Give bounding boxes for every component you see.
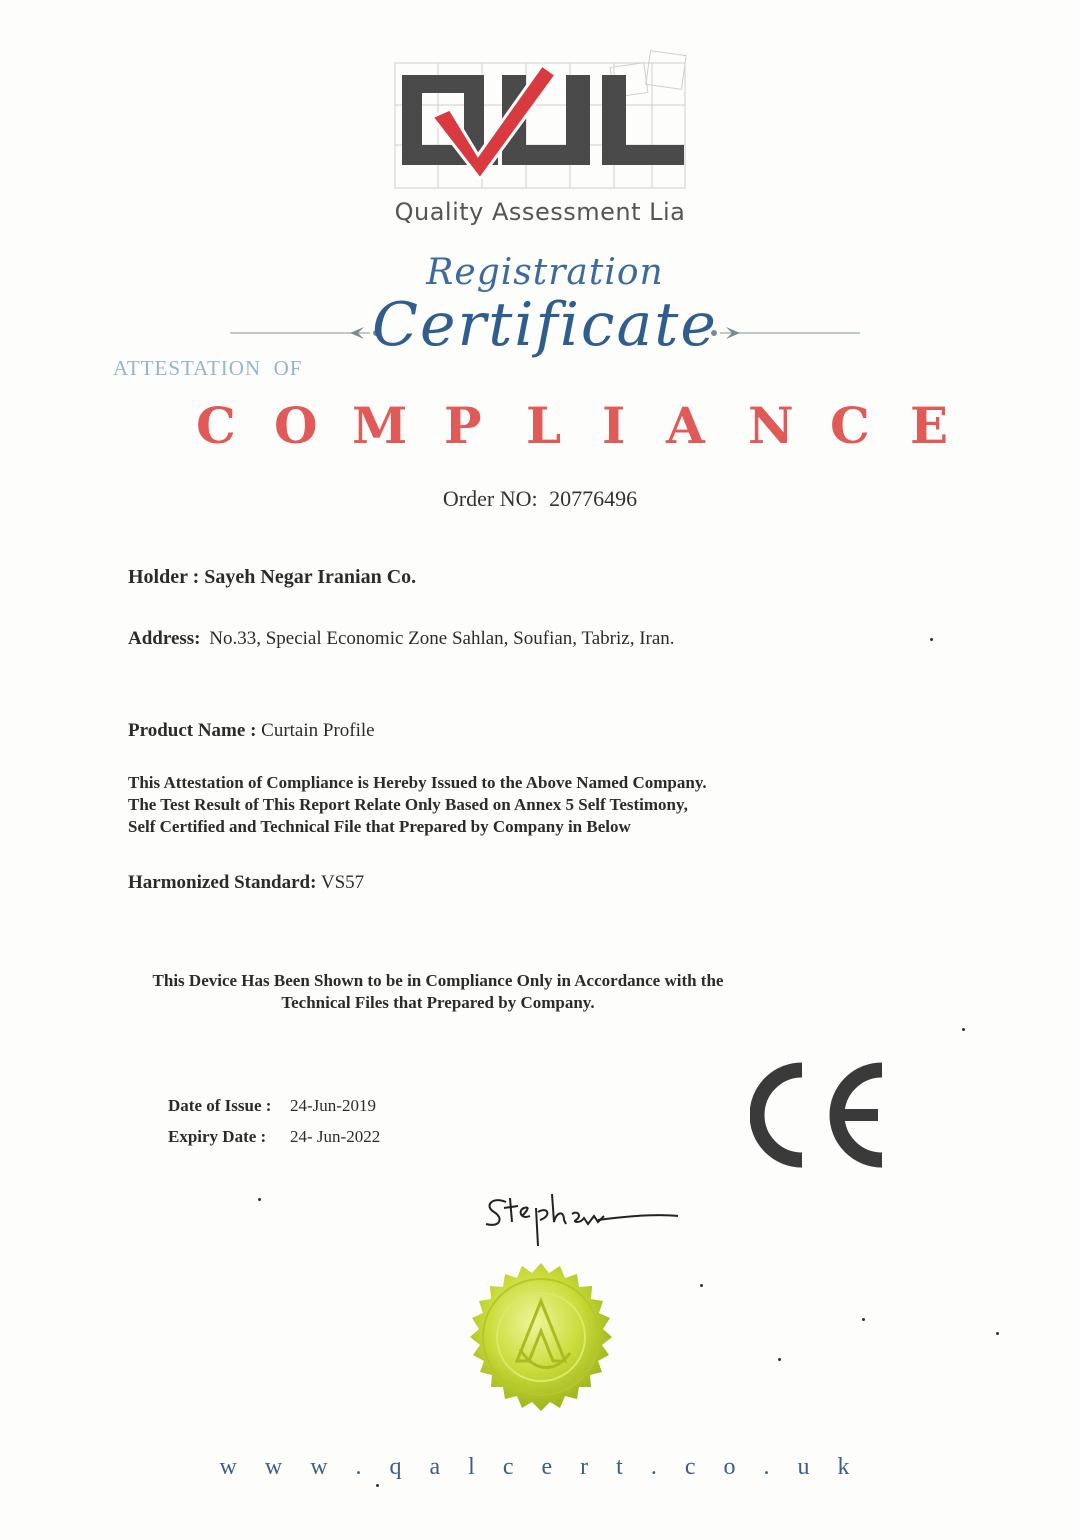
product-value: Curtain Profile xyxy=(261,720,375,741)
ce-mark-icon xyxy=(750,1062,890,1168)
statement-line: Self Certified and Technical File that Prepared by Company in Below xyxy=(128,817,631,836)
compliance-letter: O xyxy=(274,396,318,455)
expiry-date-row xyxy=(168,1127,380,1147)
issuer-name: Quality Assessment Lia xyxy=(394,198,686,226)
qal-logo xyxy=(390,45,695,195)
product-label: Product Name : xyxy=(128,720,257,741)
closing-line: This Device Has Been Shown to be in Compliance Only in Accordance with the xyxy=(152,971,724,990)
order-label: Order NO: xyxy=(442,486,538,511)
compliance-letter: C xyxy=(830,396,870,455)
compliance-letter: M xyxy=(352,396,408,455)
expiry-date-label: Expiry Date : xyxy=(168,1127,267,1146)
address-value: No.33, Special Economic Zone Sahlan, Soufian, Tabriz, Iran. xyxy=(209,628,675,649)
closing-line: Technical Files that Prepared by Company. xyxy=(281,993,595,1012)
signature-icon xyxy=(478,1190,683,1248)
compliance-letter: N xyxy=(748,396,794,455)
standard-field xyxy=(128,872,364,894)
compliance-letter: C xyxy=(196,396,236,455)
statement-line: This Attestation of Compliance is Hereby Issued to the Above Named Company. xyxy=(128,773,707,792)
attestation-label: ATTESTATION OF xyxy=(113,356,303,380)
compliance-letter: I xyxy=(602,396,626,455)
closing-statement xyxy=(128,970,748,1014)
statement-line: The Test Result of This Report Relate Only Based on Annex 5 Self Testimony, xyxy=(128,795,688,814)
compliance-heading xyxy=(0,396,1080,460)
product-field xyxy=(128,720,375,742)
compliance-letter: E xyxy=(910,396,949,455)
compliance-letter: A xyxy=(666,396,705,455)
order-number-line xyxy=(0,486,1080,512)
standard-value: VS57 xyxy=(320,872,365,893)
issuer-website: w w w . q a l c e r t . c o . u k xyxy=(219,1454,861,1480)
compliance-letter: P xyxy=(444,396,482,455)
holder-label: Holder : xyxy=(128,566,200,588)
issue-date-value: 24-Jun-2019 xyxy=(290,1096,376,1115)
certificate-title: Certificate xyxy=(372,290,718,360)
standard-label: Harmonized Standard: xyxy=(128,872,317,893)
gold-seal-icon xyxy=(450,1245,632,1427)
expiry-date-value: 24- Jun-2022 xyxy=(290,1127,381,1146)
registration-title: Registration xyxy=(426,252,664,293)
issue-date-label: Date of Issue : xyxy=(168,1096,272,1115)
compliance-letter: L xyxy=(526,396,562,455)
holder-field xyxy=(128,566,416,589)
compliance-statement xyxy=(128,772,707,838)
order-number: 20776496 xyxy=(549,486,638,511)
address-field xyxy=(128,628,675,650)
issue-date-row xyxy=(168,1096,376,1116)
address-label: Address: xyxy=(128,628,201,649)
holder-value: Sayeh Negar Iranian Co. xyxy=(204,566,417,588)
